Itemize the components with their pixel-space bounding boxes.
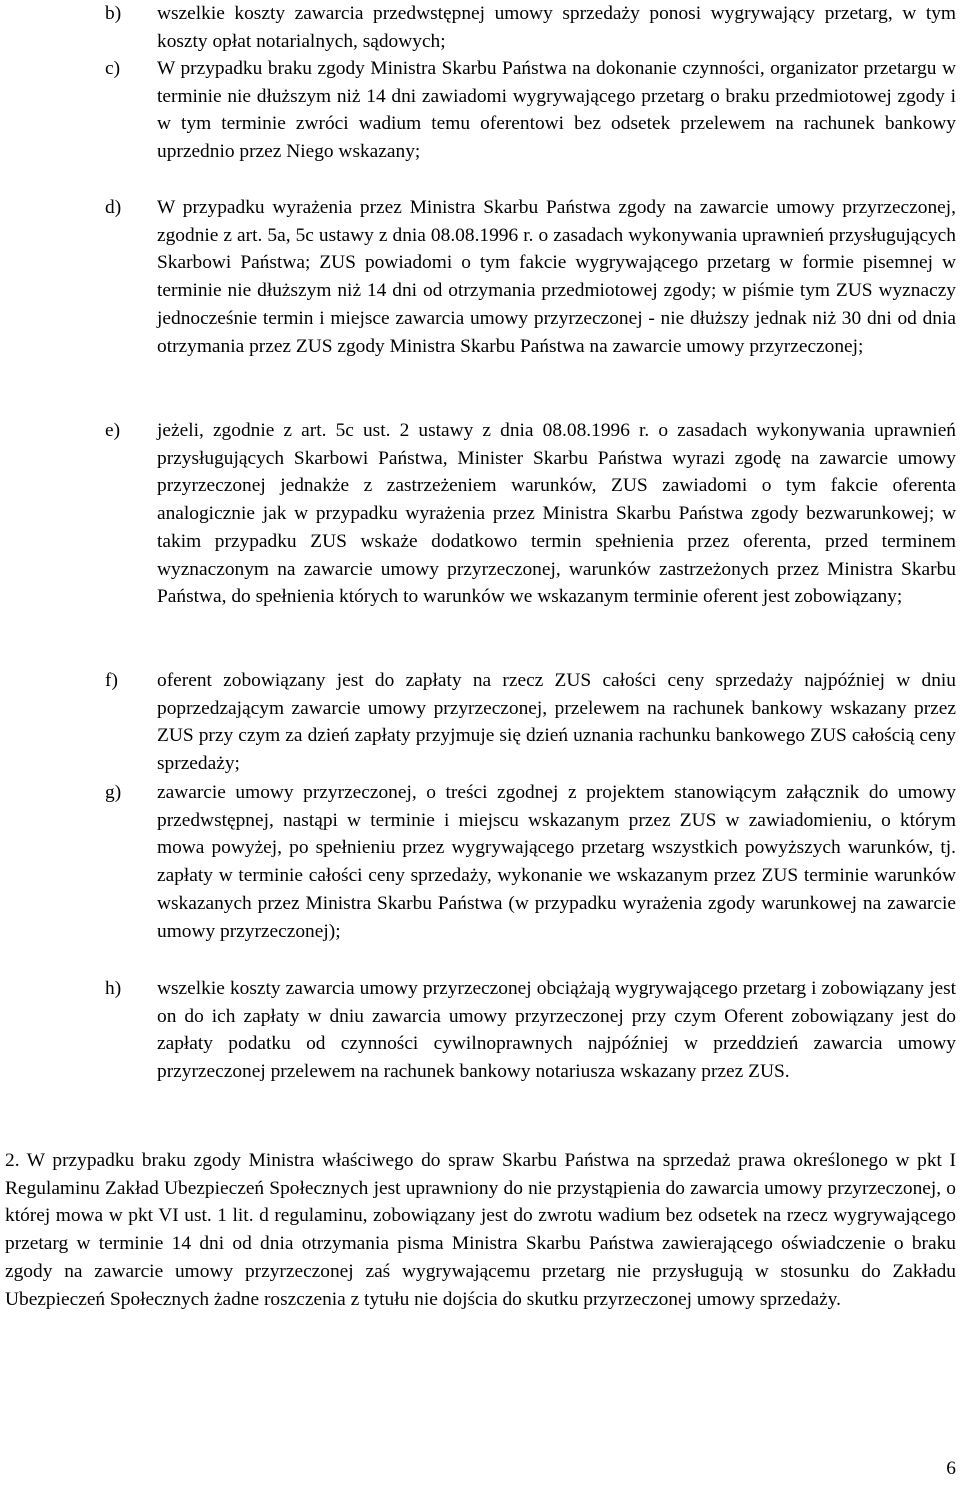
list-marker: d) [105, 197, 122, 218]
list-marker: g) [105, 782, 122, 803]
list-item-f [105, 667, 956, 778]
list-item-text: oferent zobowiązany jest do zapłaty na rzecz ZUS całości ceny sprzedaży najpóźniej w dniu poprzedzającym zawarcie umowy przyrzeczonej, przelewem na rachunek bankowy wskazany przez ZUS przy czym za dzień zapłaty przyjmuje się dzień uznania rachunku bankowego ZUS całością ceny sprzedaży; [157, 670, 956, 775]
list-item-text: W przypadku wyrażenia przez Ministra Skarbu Państwa zgody na zawarcie umowy przyrzeczonej, zgodnie z art. 5a, 5c ustawy z dnia 08.08.1996 r. o zasadach wykonywania uprawnień przysługujących Skarbowi Państwa; ZUS powiadomi o tym fakcie wygrywającego przetarg w formie pisemnej w terminie nie dłuższym niż 14 dni od otrzymania przedmiotowej zgody; w piśmie tym ZUS wyznaczy jednocześnie termin i miejsce zawarcia umowy przyrzeczonej - nie dłuższy jednak niż 30 dni od dnia otrzymania przez ZUS zgody Ministra Skarbu Państwa na zawarcie umowy przyrzeczonej; [157, 197, 956, 357]
section-2-paragraph: 2. W przypadku braku zgody Ministra właściwego do spraw Skarbu Państwa na sprzedaż prawa określonego w pkt I Regulaminu Zakład Ubezpieczeń Społecznych jest uprawniony do nie przystąpienia do zawarcia umowy przyrzeczonej, o której mowa w pkt VI ust. 1 lit. d regulaminu, zobowiązany jest do zwrotu wadium bez odsetek na rzecz wygrywającego przetarg w terminie 14 dni od dnia otrzymania pisma Ministra Skarbu Państwa zawierającego oświadczenie o braku zgody na zawarcie umowy przyrzeczonej zaś wygrywającemu przetarg nie przysługują w stosunku do Zakładu Ubezpieczeń Społecznych żadne roszczenia z tytułu nie dojścia do skutku przyrzeczonej umowy sprzedaży. [5, 1150, 956, 1310]
list-item-b [105, 0, 956, 55]
page-number: 6 [946, 1458, 956, 1479]
list-item-h [105, 975, 956, 1086]
list-marker: c) [105, 58, 121, 79]
list-item-g [105, 779, 956, 945]
list-item-text: zawarcie umowy przyrzeczonej, o treści zgodnej z projektem stanowiącym załącznik do umowy przedwstępnej, nastąpi w terminie i miejscu wskazanym przez ZUS w zawiadomieniu, o którym mowa powyżej, po spełnieniu przez wygrywającego przetarg wszystkich powyższych warunków, tj. zapłaty w terminie całości ceny sprzedaży, wykonanie we wskazanym przez ZUS terminie warunków wskazanych przez Ministra Skarbu Państwa (w przypadku wyrażenia zgody warunkowej na zawarcie umowy przyrzeczonej); [157, 782, 956, 942]
list-item-text: wszelkie koszty zawarcia przedwstępnej umowy sprzedaży ponosi wygrywający przetarg, w tym koszty opłat notarialnych, sądowych; [157, 3, 956, 52]
list-marker: h) [105, 978, 122, 999]
list-item-text: jeżeli, zgodnie z art. 5c ust. 2 ustawy z dnia 08.08.1996 r. o zasadach wykonywania uprawnień przysługujących Skarbowi Państwa, Minister Skarbu Państwa wyrazi zgodę na zawarcie umowy przyrzeczonej jednakże z zastrzeżeniem warunków, ZUS zawiadomi o tym fakcie oferenta analogicznie jak w przypadku wyrażenia przez Ministra Skarbu Państwa zgody bezwarunkowej; w takim przypadku ZUS wskaże dodatkowo termin spełnienia przez oferenta, przed terminem wyznaczonym na zawarcie umowy przyrzeczonej, warunków zastrzeżonych przez Ministra Skarbu Państwa, do spełnienia których to warunków we wskazanym terminie oferent jest zobowiązany; [157, 420, 956, 608]
list-item-d [105, 194, 956, 360]
list-marker: e) [105, 420, 121, 441]
list-item-e [105, 417, 956, 611]
list-marker: f) [105, 670, 118, 691]
list-item-text: W przypadku braku zgody Ministra Skarbu Państwa na dokonanie czynności, organizator przetargu w terminie nie dłuższym niż 14 dni zawiadomi wygrywającego przetarg o braku przedmiotowej zgody i w tym terminie zwróci wadium temu oferentowi bez odsetek przelewem na rachunek bankowy uprzednio przez Niego wskazany; [157, 58, 956, 163]
list-item-text: wszelkie koszty zawarcia umowy przyrzeczonej obciążają wygrywającego przetarg i zobowiązany jest on do ich zapłaty w dniu zawarcia umowy przyrzeczonej przy czym Oferent zobowiązany jest do zapłaty podatku od czynności cywilnoprawnych najpóźniej w przeddzień zawarcia umowy przyrzeczonej przelewem na rachunek bankowy notariusza wskazany przez ZUS. [157, 978, 956, 1083]
list-item-c [105, 55, 956, 166]
list-marker: b) [105, 3, 122, 24]
